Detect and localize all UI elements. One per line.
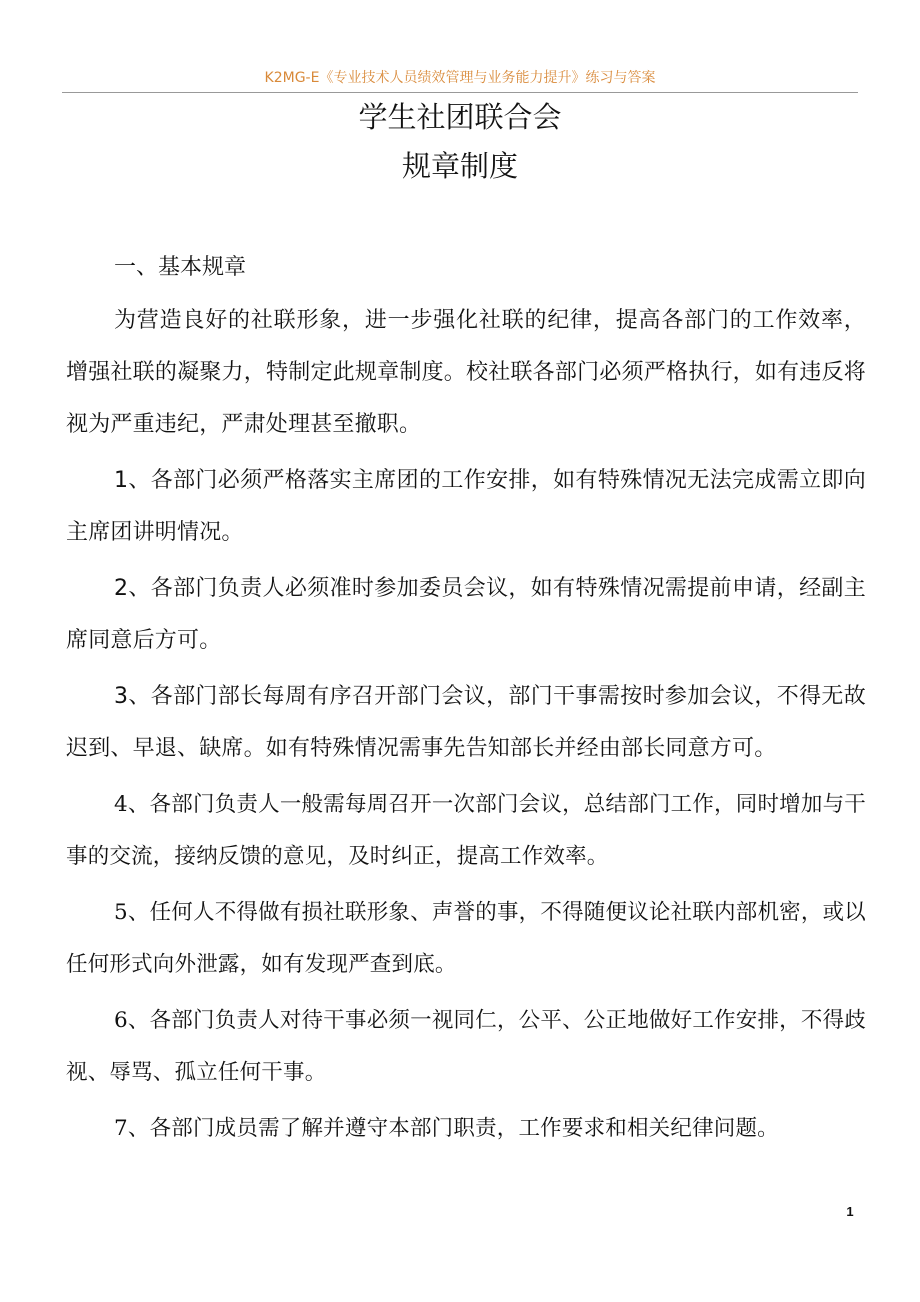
page-number: 1 (846, 1204, 854, 1219)
rule-item-6: 6、各部门负责人对待干事必须一视同仁，公平、公正地做好工作安排，不得歧视、辱骂、孤立任何干事。 (66, 1008, 866, 1085)
rule-item-4: 4、各部门负责人一般需每周召开一次部门会议，总结部门工作，同时增加与干事的交流，接纳反馈的意见，及时纠正，提高工作效率。 (66, 792, 866, 869)
rule-item-5: 5、任何人不得做有损社联形象、声誉的事，不得随便议论社联内部机密，或以任何形式向外泄露，如有发现严查到底。 (66, 900, 866, 977)
header-divider (62, 92, 858, 93)
rule-item-7: 7、各部门成员需了解并遵守本部门职责，工作要求和相关纪律问题。 (114, 1116, 779, 1141)
section-heading: 一、基本规章 (114, 255, 247, 280)
document-subtitle: 规章制度 (401, 149, 518, 183)
intro-paragraph: 为营造良好的社联形象，进一步强化社联的纪律，提高各部门的工作效率，增强社联的凝聚力，特制定此规章制度。校社联各部门必须严格执行，如有违反将视为严重违纪，严肃处理甚至撤职。 (66, 308, 866, 437)
rule-item-3: 3、各部门部长每周有序召开部门会议，部门干事需按时参加会议，不得无故迟到、早退、缺席。如有特殊情况需事先告知部长并经由部长同意方可。 (66, 684, 866, 761)
rule-item-1: 1、各部门必须严格落实主席团的工作安排，如有特殊情况无法完成需立即向主席团讲明情况。 (66, 468, 866, 545)
document-body (66, 243, 866, 1155)
page-header: K2MG-E《专业技术人员绩效管理与业务能力提升》练习与答案 (264, 70, 656, 86)
document-title: 学生社团联合会 (358, 100, 562, 134)
rule-item-2: 2、各部门负责人必须准时参加委员会议，如有特殊情况需提前申请，经副主席同意后方可。 (66, 576, 866, 653)
